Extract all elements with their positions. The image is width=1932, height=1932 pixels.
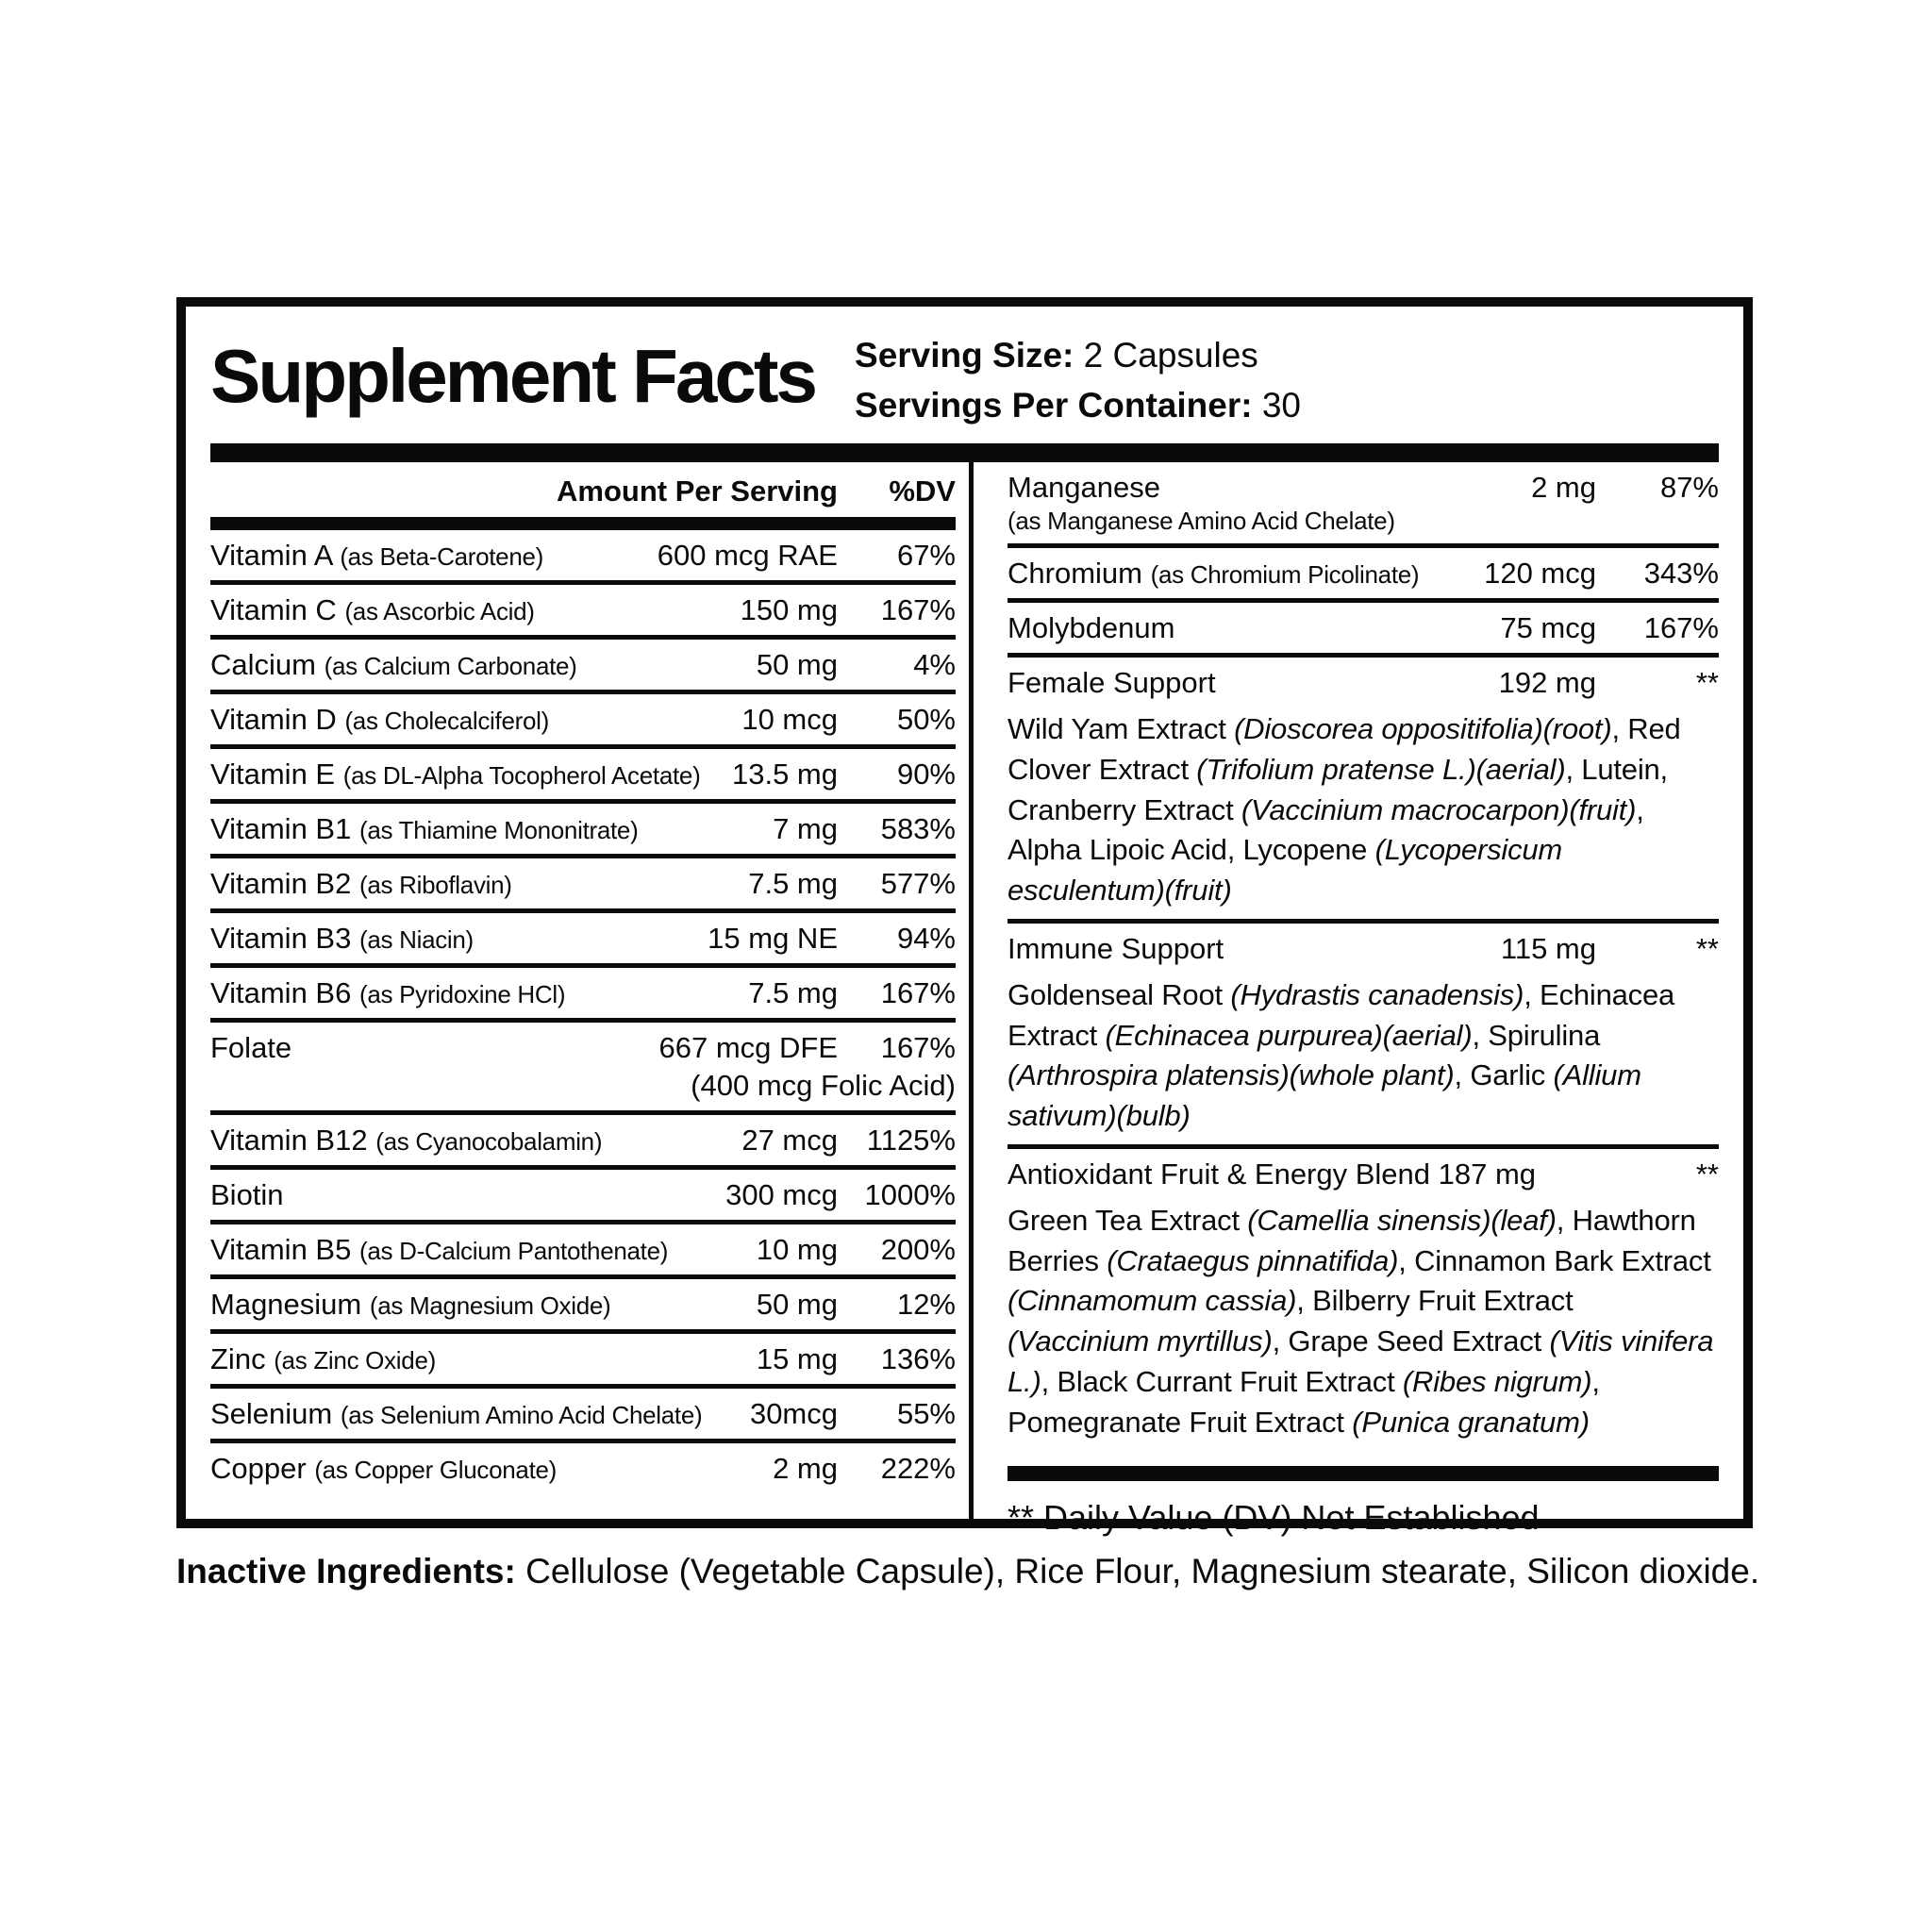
nutrient-form: (as Ascorbic Acid) (344, 597, 535, 626)
blend-ingredient: Wild Yam Extract (1008, 712, 1235, 746)
botanical-name: (Vaccinium myrtillus) (1008, 1324, 1273, 1358)
blend-ingredient: , Alpha Lipoic Acid, Lycopene (1008, 792, 1644, 867)
left-column (210, 462, 969, 1519)
nutrient-dv: 12% (896, 1288, 956, 1322)
nutrient-name: Antioxidant Fruit & Energy Blend 187 mg (1008, 1157, 1537, 1191)
blend-ingredients (1008, 700, 1719, 911)
botanical-name: (Vitis vinifera L.) (1008, 1324, 1714, 1399)
nutrient-amount: 7 mg (773, 812, 838, 846)
blend-ingredient: Green Tea Extract (1008, 1203, 1248, 1237)
nutrient-name: Vitamin B12 (210, 1124, 368, 1158)
nutrient-name: Biotin (210, 1178, 284, 1212)
serving-info (855, 325, 1301, 430)
nutrient-row (1008, 658, 1719, 924)
nutrient-amount: 115 mg (1500, 931, 1596, 965)
nutrient-form: (as Calcium Carbonate) (324, 652, 577, 681)
left-column-header (210, 462, 956, 517)
nutrient-form: (as Riboflavin) (358, 871, 512, 900)
nutrient-form: (as D-Calcium Pantothenate) (358, 1237, 669, 1266)
nutrient-row (1008, 462, 1719, 548)
nutrient-form-line2: (as Manganese Amino Acid Chelate) (1008, 507, 1395, 536)
botanical-name: (Vaccinium macrocarpon)(fruit) (1241, 792, 1637, 826)
nutrient-dv: 87% (1659, 471, 1719, 505)
nutrient-name: Molybdenum (1008, 611, 1175, 645)
blend-ingredient: , Black Currant Fruit Extract (1041, 1365, 1403, 1399)
nutrient-amount: 192 mg (1498, 666, 1596, 700)
blend-ingredient: , Echinacea Extract (1008, 977, 1675, 1052)
nutrient-form: (as Cholecalciferol) (344, 707, 549, 736)
nutrient-row (210, 913, 956, 968)
nutrient-row (210, 1443, 956, 1493)
nutrient-dv: 167% (880, 593, 956, 627)
amount-per-serving-header: Amount Per Serving (557, 475, 838, 508)
nutrient-name: Vitamin B1 (210, 812, 352, 846)
botanical-name: (Arthrospira platensis)(whole plant) (1008, 1058, 1455, 1092)
blend-ingredient: , Red Clover Extract (1008, 712, 1681, 786)
nutrient-amount: 50 mg (756, 648, 838, 682)
serving-size-line (855, 331, 1301, 381)
nutrient-row (210, 640, 956, 694)
nutrient-dv: 200% (880, 1233, 956, 1267)
nutrient-form: (as Magnesium Oxide) (369, 1291, 611, 1321)
serving-size-value: 2 Capsules (1074, 336, 1258, 375)
nutrient-dv: 90% (896, 758, 956, 791)
blend-ingredient: , Grape Seed Extract (1272, 1324, 1550, 1358)
nutrient-dv: 55% (896, 1397, 956, 1431)
nutrient-row (210, 1115, 956, 1170)
nutrient-dv: 583% (880, 812, 956, 846)
blend-ingredient: Goldenseal Root (1008, 977, 1231, 1011)
nutrient-name: Vitamin D (210, 703, 337, 737)
nutrient-form: (as Cyanocobalamin) (375, 1127, 603, 1157)
nutrient-amount: 600 mcg RAE (657, 539, 838, 573)
nutrient-row (210, 968, 956, 1023)
nutrient-row (210, 1334, 956, 1389)
nutrient-dv: 167% (880, 976, 956, 1010)
right-column (974, 462, 1719, 1537)
nutrient-amount: 300 mcg (725, 1178, 838, 1212)
nutrient-name: Zinc (210, 1342, 266, 1376)
nutrient-amount: 10 mg (756, 1233, 838, 1267)
nutrient-row (1008, 924, 1719, 1149)
nutrient-name: Chromium (1008, 557, 1142, 591)
botanical-name: (Lycopersicum esculentum)(fruit) (1008, 833, 1563, 908)
blend-ingredients (1008, 966, 1719, 1137)
nutrient-dv: 4% (913, 648, 956, 682)
nutrient-name: Vitamin A (210, 539, 332, 573)
nutrient-form: (as Niacin) (358, 925, 474, 955)
nutrient-name: Magnesium (210, 1288, 362, 1322)
nutrient-row (210, 530, 956, 585)
nutrient-form: (as DL-Alpha Tocopherol Acetate) (342, 761, 701, 791)
inactive-ingredients-label: Inactive Ingredients: (176, 1552, 516, 1591)
botanical-name: (Crataegus pinnatifida) (1107, 1243, 1399, 1277)
nutrient-form: (as Selenium Amino Acid Chelate) (340, 1401, 703, 1430)
nutrient-amount: 50 mg (756, 1288, 838, 1322)
blend-ingredient: , Hawthorn Berries (1008, 1203, 1696, 1277)
botanical-name: (Echinacea purpurea)(aerial) (1105, 1018, 1473, 1052)
botanical-name: (Ribes nigrum) (1402, 1365, 1592, 1399)
nutrient-amount: 120 mcg (1484, 557, 1596, 591)
nutrient-name: Female Support (1008, 666, 1216, 700)
nutrient-amount: 13.5 mg (731, 758, 838, 791)
nutrient-row (1008, 1149, 1719, 1451)
label-title: Supplement Facts (210, 334, 816, 418)
blend-ingredient: , Garlic (1454, 1058, 1554, 1092)
left-header-bar (210, 517, 956, 530)
botanical-name: (Camellia sinensis)(leaf) (1247, 1203, 1557, 1237)
nutrient-name: Vitamin B2 (210, 867, 352, 901)
nutrient-amount: 7.5 mg (748, 976, 838, 1010)
nutrient-form: (as Zinc Oxide) (274, 1346, 436, 1375)
nutrient-dv: 1000% (864, 1178, 956, 1212)
nutrient-amount: 15 mg (756, 1342, 838, 1376)
nutrient-name: Calcium (210, 648, 316, 682)
nutrient-row (210, 1224, 956, 1279)
nutrient-dv: 577% (880, 867, 956, 901)
nutrient-row (210, 804, 956, 858)
nutrient-amount: 150 mg (740, 593, 838, 627)
header-divider-bar (210, 443, 1719, 462)
nutrient-dv: 94% (896, 922, 956, 956)
nutrient-name: Vitamin B6 (210, 976, 352, 1010)
nutrient-name: Vitamin E (210, 758, 336, 791)
nutrient-row (210, 1023, 956, 1115)
right-rows (1008, 462, 1719, 1450)
nutrient-row (210, 1389, 956, 1443)
blend-ingredient: , Spirulina (1472, 1018, 1601, 1052)
nutrient-form: (as Chromium Picolinate) (1150, 560, 1420, 590)
nutrient-amount: 30mcg (749, 1397, 838, 1431)
blend-ingredient: , Bilberry Fruit Extract (1296, 1284, 1574, 1318)
nutrient-form: (as Pyridoxine HCl) (358, 980, 566, 1009)
blend-ingredient: , Lutein, Cranberry Extract (1008, 752, 1668, 826)
nutrient-row (210, 694, 956, 749)
servings-per-container-line (855, 381, 1301, 431)
nutrient-dv: 167% (1643, 611, 1719, 645)
nutrient-amount: 7.5 mg (748, 867, 838, 901)
nutrient-row (1008, 548, 1719, 603)
nutrient-name: Manganese (1008, 471, 1161, 505)
nutrient-dv: 167% (880, 1031, 956, 1065)
servings-per-container-value: 30 (1252, 385, 1301, 425)
blend-ingredient: , Pomegranate Fruit Extract (1008, 1365, 1600, 1439)
nutrient-dv: 1125% (866, 1124, 956, 1158)
botanical-name: (Dioscorea oppositifolia)(root) (1234, 712, 1612, 746)
nutrient-row (210, 1279, 956, 1334)
label-header (210, 307, 1719, 430)
serving-size-label: Serving Size: (855, 336, 1074, 375)
botanical-name: (Allium sativum)(bulb) (1008, 1058, 1641, 1133)
nutrient-dv: ** (1695, 666, 1719, 700)
nutrient-dv: 67% (896, 539, 956, 573)
nutrient-name: Immune Support (1008, 931, 1224, 965)
nutrient-amount: 27 mcg (741, 1124, 838, 1158)
nutrient-amount: 2 mg (773, 1452, 838, 1486)
servings-per-container-label: Servings Per Container: (855, 385, 1253, 425)
left-rows (210, 530, 956, 1493)
botanical-name: (Punica granatum) (1352, 1405, 1590, 1439)
nutrient-name: Selenium (210, 1397, 333, 1431)
nutrient-form: (as Beta-Carotene) (340, 542, 544, 572)
botanical-name: (Hydrastis canadensis) (1230, 977, 1524, 1011)
supplement-facts-label (176, 297, 1753, 1537)
nutrient-dv: ** (1695, 1157, 1719, 1191)
nutrient-row (210, 585, 956, 640)
botanical-name: (Trifolium pratense L.)(aerial) (1196, 752, 1566, 786)
nutrient-name: Vitamin B3 (210, 922, 352, 956)
nutrient-row (1008, 603, 1719, 658)
nutrient-dv: ** (1695, 931, 1719, 965)
nutrient-form: (as Copper Gluconate) (314, 1456, 558, 1485)
inactive-ingredients (176, 1552, 1818, 1591)
nutrient-columns (210, 462, 1719, 1537)
nutrient-form: (as Thiamine Mononitrate) (358, 816, 639, 845)
inactive-ingredients-text: Cellulose (Vegetable Capsule), Rice Flour, Magnesium stearate, Silicon dioxide. (515, 1552, 1760, 1591)
nutrient-name: Copper (210, 1452, 307, 1486)
nutrient-amount: 2 mg (1531, 471, 1596, 505)
blend-ingredient: , Cinnamon Bark Extract (1398, 1243, 1711, 1277)
dv-header: %DV (889, 475, 956, 508)
daily-value-footnote: ** Daily Value (DV) Not Established (1008, 1497, 1540, 1537)
nutrient-dv: 136% (880, 1342, 956, 1376)
nutrient-row (210, 858, 956, 913)
nutrient-dv: 50% (896, 703, 956, 737)
nutrient-row (210, 749, 956, 804)
botanical-name: (Cinnamomum cassia) (1008, 1284, 1297, 1318)
nutrient-dv: 343% (1643, 557, 1719, 591)
nutrient-name: Vitamin B5 (210, 1233, 352, 1267)
nutrient-name: Vitamin C (210, 593, 337, 627)
nutrient-amount: 667 mcg DFE (658, 1031, 838, 1065)
nutrient-amount: 10 mcg (741, 703, 838, 737)
nutrient-amount: 15 mg NE (708, 922, 838, 956)
blend-ingredients (1008, 1191, 1719, 1443)
nutrient-amount: 75 mcg (1500, 611, 1596, 645)
nutrient-dv: 222% (880, 1452, 956, 1486)
nutrient-amount-line2: (400 mcg Folic Acid) (691, 1069, 956, 1103)
footnote-divider-bar (1008, 1466, 1719, 1481)
nutrient-row (210, 1170, 956, 1224)
nutrient-name: Folate (210, 1031, 292, 1065)
